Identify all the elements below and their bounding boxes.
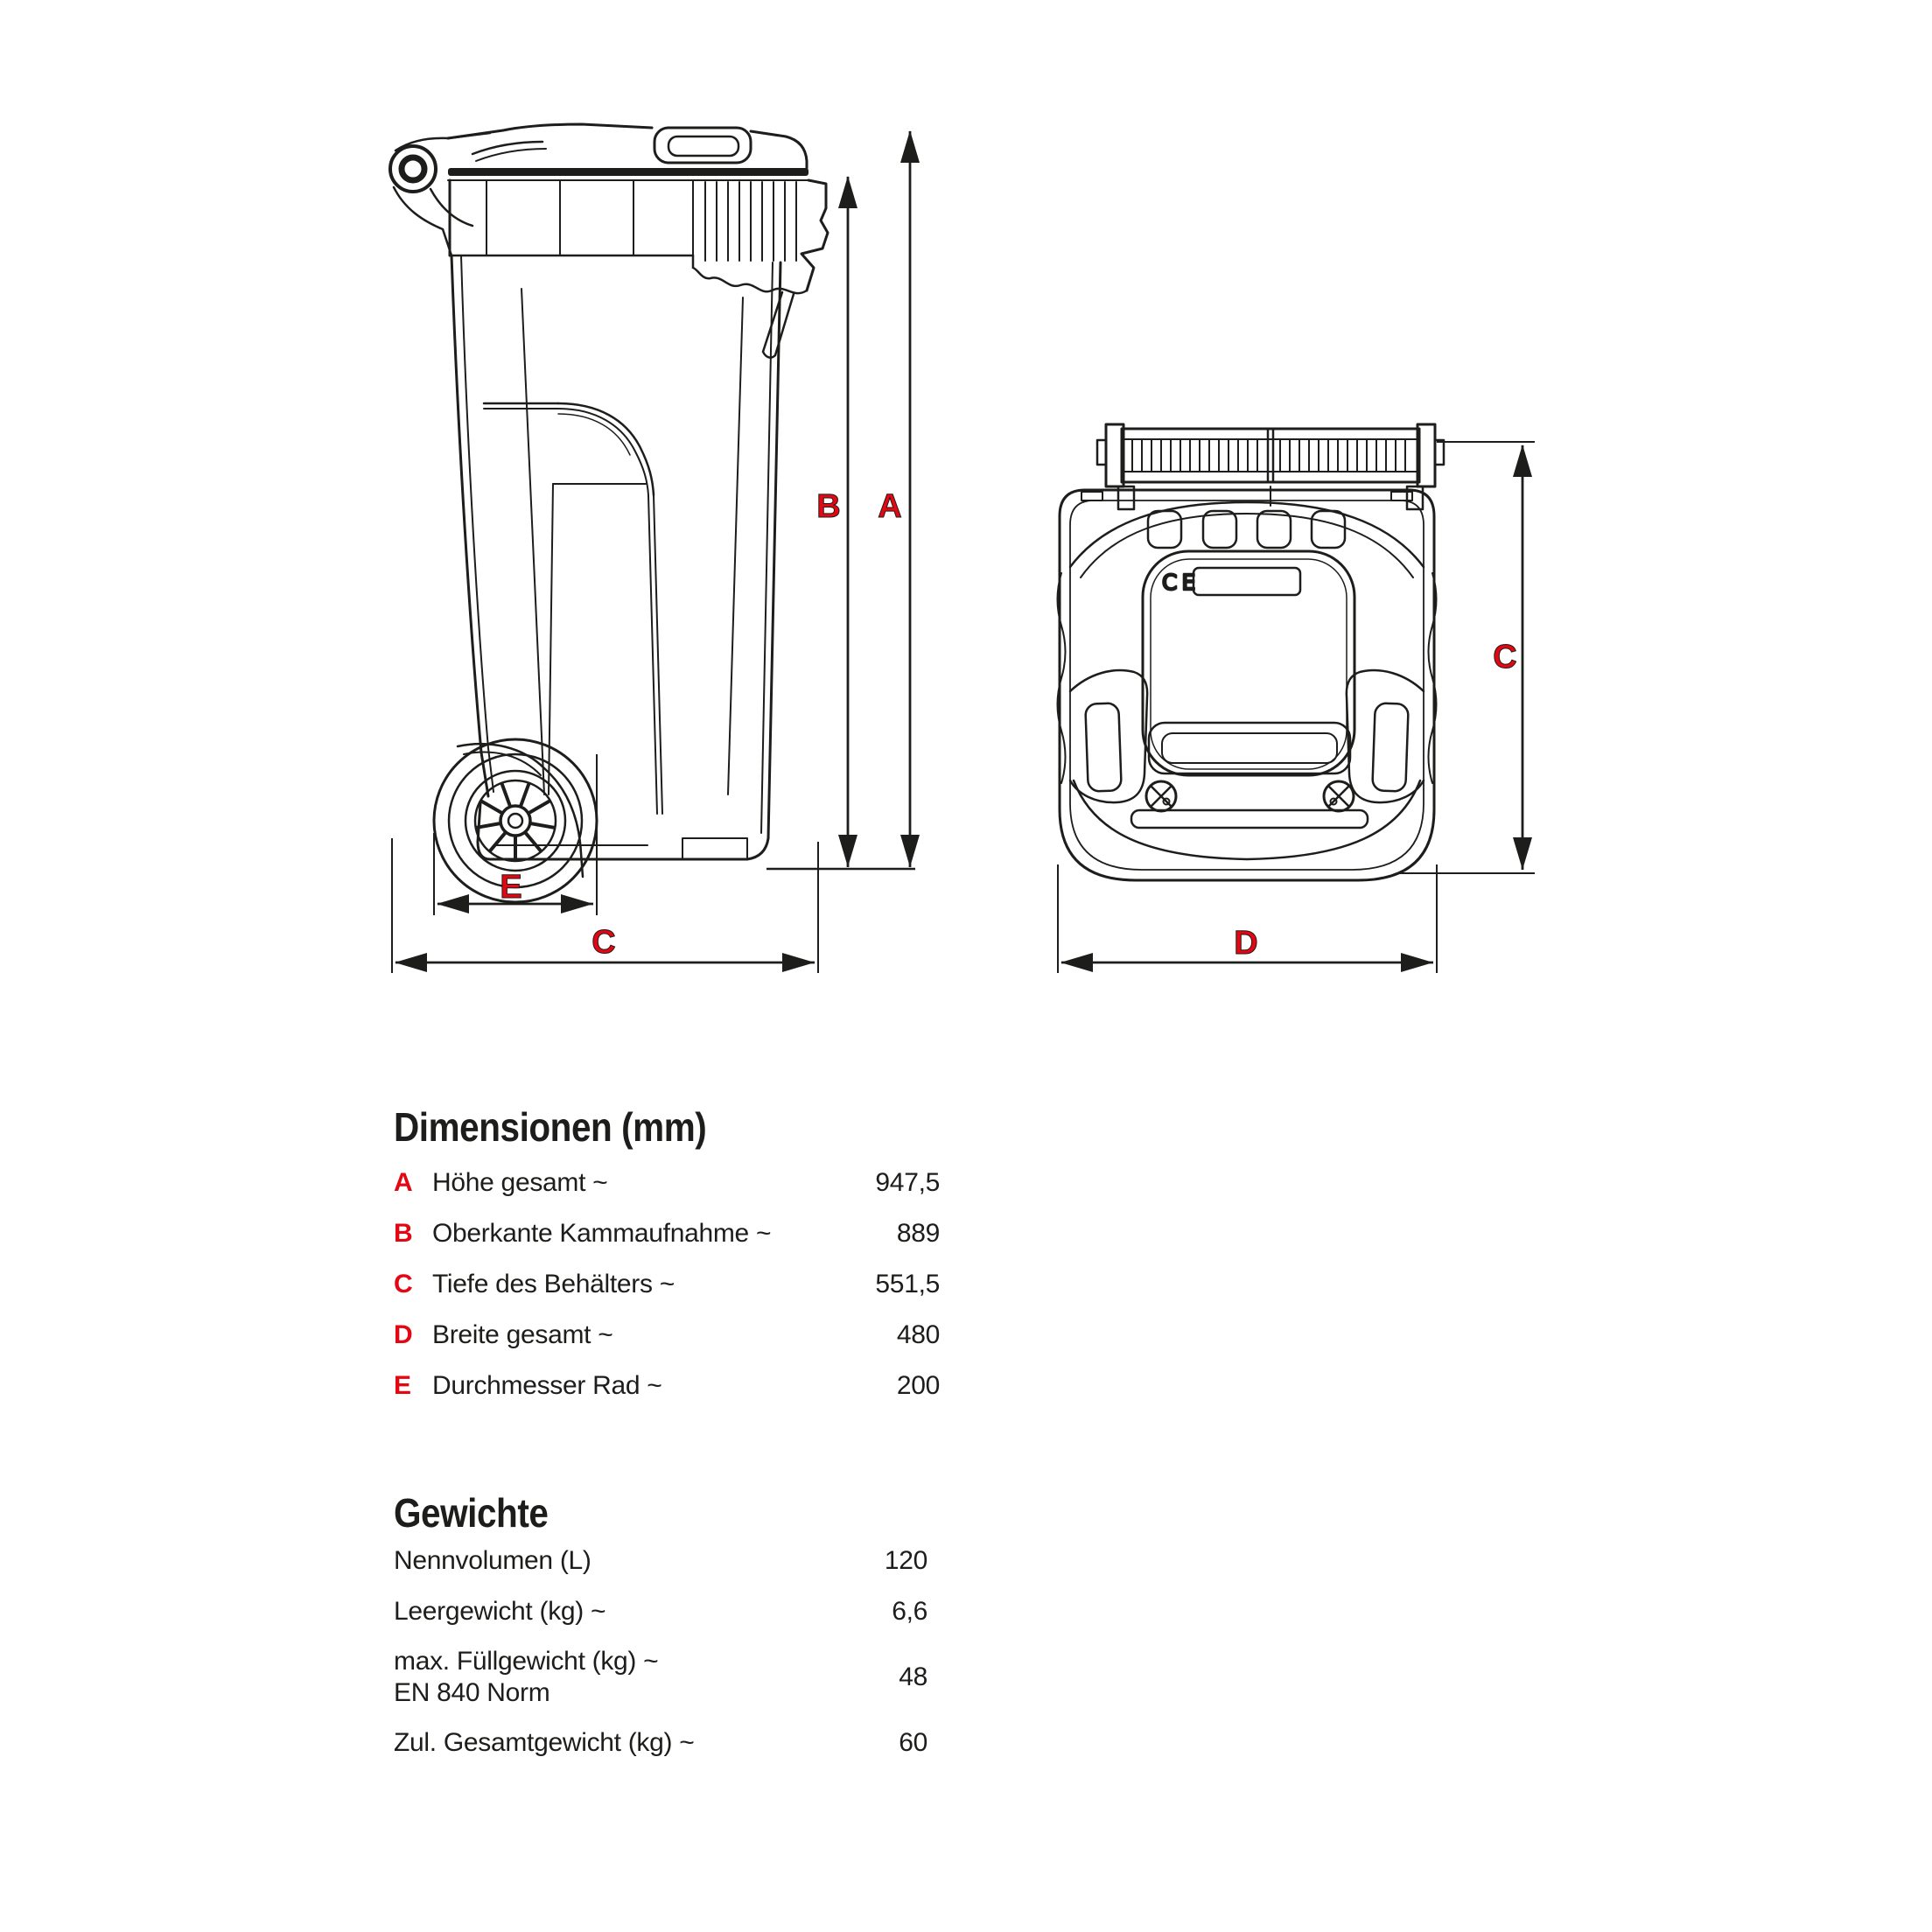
- weights-table-title: [394, 1490, 928, 1536]
- bin-top-view: [1058, 424, 1445, 880]
- type-label-plate: [1194, 568, 1300, 595]
- lid-rib-slots: [1148, 511, 1345, 548]
- row-label: Höhe gesamt ~: [432, 1168, 608, 1197]
- row-key: E: [394, 1371, 411, 1400]
- dim-label-e: E: [500, 869, 522, 906]
- handle-recess: [484, 403, 662, 814]
- row-value: 947,5: [875, 1168, 940, 1197]
- dim-label-c-side: C: [592, 924, 616, 961]
- bin-bottom: [478, 803, 768, 859]
- hinge-pin: [402, 158, 424, 180]
- axle-screw-right: [1324, 781, 1354, 811]
- row-label: Oberkante Kammaufnahme ~: [432, 1219, 772, 1248]
- row-value: 120: [884, 1546, 928, 1575]
- table-row: [394, 1259, 940, 1310]
- row-label: Breite gesamt ~: [432, 1320, 613, 1349]
- bottom-bar: [1131, 810, 1368, 828]
- side-view-dimensions: [392, 131, 915, 973]
- dim-label-b: B: [816, 488, 841, 525]
- row-label: Zul. Gesamtgewicht (kg) ~: [394, 1728, 695, 1757]
- dim-label-a: A: [878, 488, 902, 525]
- table-row: [394, 1536, 928, 1586]
- row-value: 48: [899, 1662, 928, 1691]
- row-value: 551,5: [875, 1270, 940, 1298]
- weights-table-rows: [394, 1536, 928, 1768]
- bin-side-view: [390, 124, 828, 902]
- hinge-ring: [390, 146, 436, 192]
- dimensions-table-rows: [394, 1158, 940, 1411]
- table-row: [394, 1310, 940, 1361]
- row-key: A: [394, 1168, 413, 1197]
- row-key: B: [394, 1219, 413, 1248]
- body-outline: [452, 256, 780, 838]
- ce-mark: CE: [1162, 570, 1200, 595]
- row-value: 60: [899, 1728, 928, 1757]
- row-label-line2: EN 840 Norm: [394, 1678, 550, 1707]
- row-key: C: [394, 1270, 413, 1298]
- dim-label-c-top: C: [1493, 639, 1517, 676]
- row-label: Durchmesser Rad ~: [432, 1371, 662, 1400]
- table-row: [394, 1718, 928, 1768]
- table-row: [394, 1586, 928, 1637]
- row-label: Tiefe des Behälters ~: [432, 1270, 675, 1298]
- row-value: 889: [896, 1219, 940, 1248]
- dimensions-table-title: [394, 1104, 940, 1150]
- row-label: [394, 1646, 658, 1709]
- row-value: 200: [896, 1371, 940, 1400]
- table-row: [394, 1158, 940, 1208]
- row-key: D: [394, 1320, 413, 1349]
- lid-seal: [448, 168, 808, 176]
- center-recess: [1149, 723, 1350, 774]
- table-row: [394, 1361, 940, 1411]
- row-label-line1: max. Füllgewicht (kg) ~: [394, 1647, 659, 1676]
- row-value: 6,6: [892, 1597, 928, 1626]
- grip-pocket-right: [1347, 670, 1424, 802]
- axle-screw-left: [1146, 781, 1176, 811]
- row-value: 480: [896, 1320, 940, 1349]
- row-label: Nennvolumen (L): [394, 1546, 592, 1575]
- dimensions-table-title-text: Dimensionen (mm): [394, 1104, 707, 1150]
- top-body-outline: [1058, 490, 1437, 880]
- grip-pocket-left: [1070, 670, 1147, 802]
- table-row: [394, 1637, 928, 1718]
- dim-label-d: D: [1234, 925, 1258, 962]
- lid-outline: [448, 124, 807, 168]
- row-label: Leergewicht (kg) ~: [394, 1597, 606, 1626]
- table-row: [394, 1208, 940, 1259]
- weights-table-title-text: Gewichte: [394, 1490, 549, 1536]
- weights-table: [394, 1490, 928, 1768]
- dimensions-table: [394, 1104, 940, 1411]
